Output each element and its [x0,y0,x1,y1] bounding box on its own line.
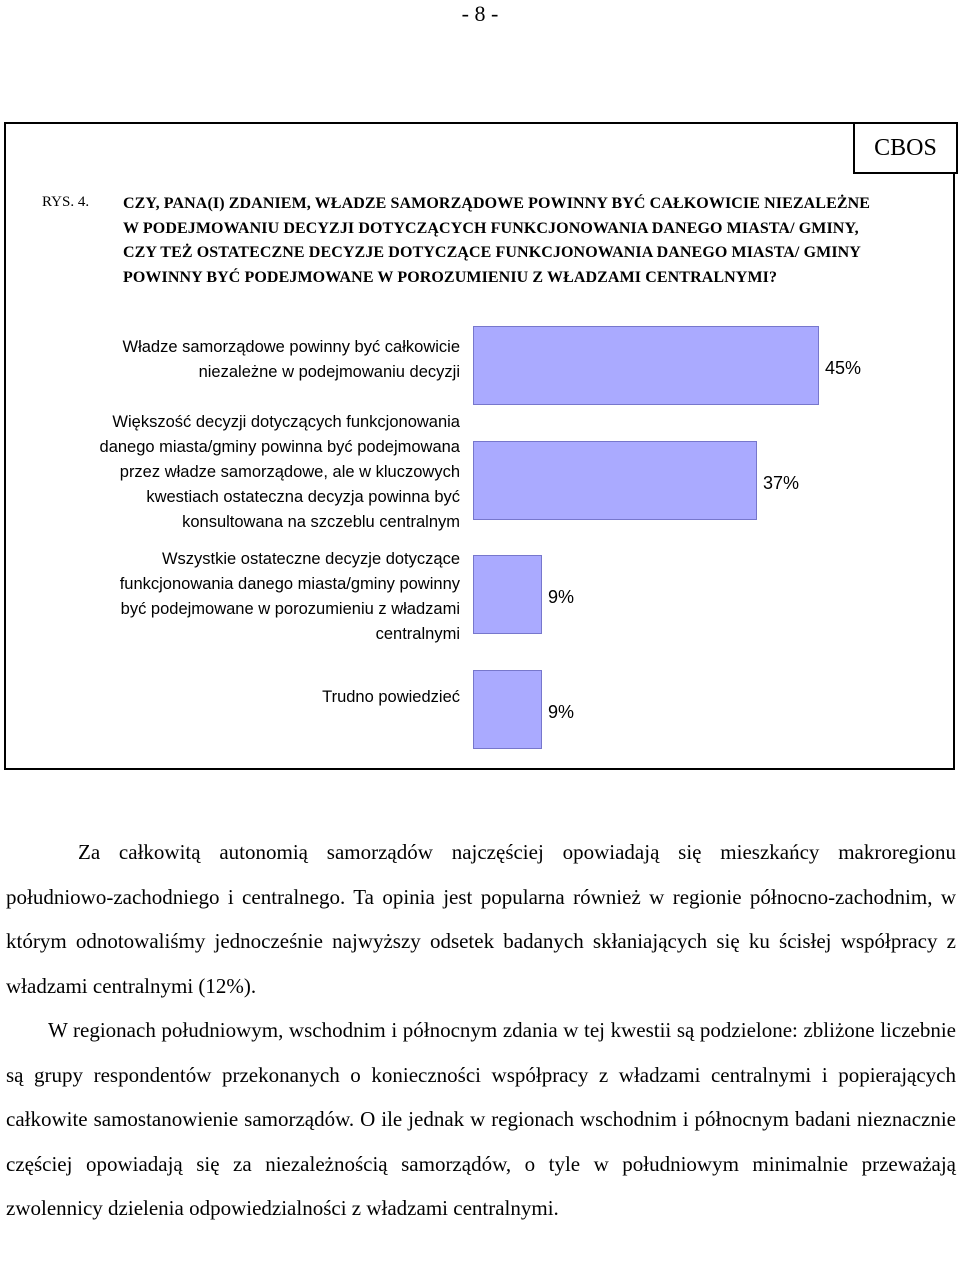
category-label [120,547,460,647]
category-label [100,410,460,535]
category-label-line: Wszystkie ostateczne decyzje dotyczące [161,550,460,568]
category-label-line: danego miasta/gminy powinna być podejmowana [99,438,460,456]
category-label-line: funkcjonowania danego miasta/gminy powinny [119,575,460,593]
paragraph-2: W regionach południowym, wschodnim i północnym zdania w tej kwestii są podzielone: zbliżone liczebnie są grupy respondentów przekonanych o konieczności współpracy z władzami centralnymi i popierających całkowite samostanowienie samorządów. O ile jednak w regionach wschodnim i północnym badani nieznacznie częściej opowiadają się za niezależnością samorządów, o tyle w południowym minimalnie przeważają zwolennicy dzielenia odpowiedzialności z władzami centralnymi. [6,1018,956,1221]
figure-question: CZY, PANA(I) ZDANIEM, WŁADZE SAMORZĄDOWE POWINNY BYĆ CAŁKOWICIE NIEZALEŻNE W PODEJMOWANIU DECYZJI DOTYCZĄCYCH FUNKCJONOWANIA DANEGO MIASTA/ GMINY, CZY TEŻ OSTATECZNE DECYZJE DOTYCZĄCE FUNKCJONOWANIA DANEGO MIASTA/ GMINY POWINNY BYĆ PODEJMOWANE W POROZUMIENIU Z WŁADZAMI CENTRALNYMI? [123,195,871,286]
category-label-line: Władze samorządowe powinny być całkowicie [122,338,460,356]
bar [473,326,819,405]
bar-value-label: 9% [548,701,575,722]
category-label-line: centralnymi [375,625,460,643]
bar-value-label: 37% [763,472,800,493]
source-label: CBOS [853,122,958,174]
category-label-line: Większość decyzji dotyczących funkcjonowania [112,413,460,431]
bar [473,670,542,749]
bar-value-label: 9% [548,586,575,607]
category-label-line: przez władze samorządowe, ale w kluczowych [119,463,460,481]
bar-value-label: 45% [825,357,862,378]
bar [473,441,757,520]
category-label-line: konsultowana na szczeblu centralnym [182,513,460,531]
category-label-line: niezależne w podejmowaniu decyzji [198,363,460,381]
category-label [322,685,460,710]
category-label-line: Trudno powiedzieć [322,688,460,706]
category-label [123,335,460,385]
category-label-line: kwestiach ostateczna decyzja powinna być [146,488,460,506]
page-number: - 8 - [461,1,499,26]
bar [473,555,542,634]
category-label-line: być podejmowane w porozumieniu z władzami [120,600,460,618]
figure-label: RYS. 4. [42,194,90,210]
paragraph-1: Za całkowitą autonomią samorządów najczęściej opowiadają się mieszkańcy makroregionu południowo-zachodniego i centralnego. Ta opinia jest popularna również w regionie północno-zachodnim, w którym odnotowaliśmy jednocześnie najwyższy odsetek badanych skłaniających się ku ścisłej współpracy z władzami centralnymi (12%). [6,840,956,998]
